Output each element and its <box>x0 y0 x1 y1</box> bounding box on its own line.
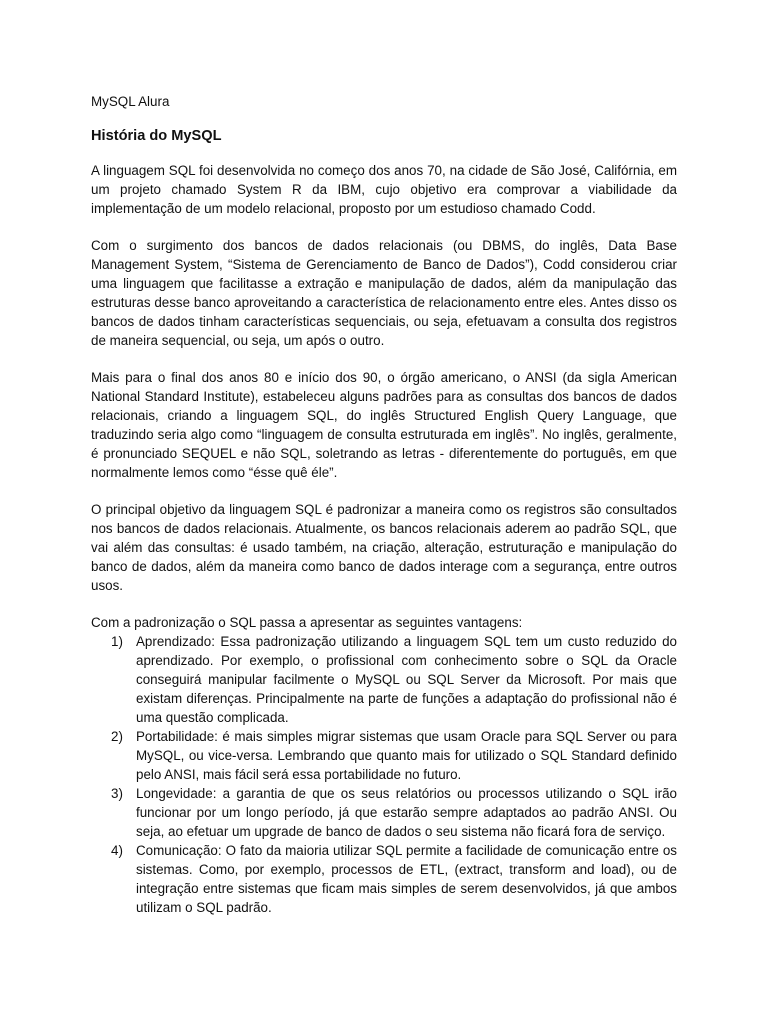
document-page <box>91 92 677 917</box>
advantage-number: 2) <box>111 729 123 744</box>
advantage-item <box>91 784 677 841</box>
paragraph-sql-objective: O principal objetivo da linguagem SQL é padronizar a maneira como os registros são consultados nos bancos de dados relacionais. Atualmente, os bancos relacionais aderem ao padrão SQL, que vai além das consultas: é usado também, na criação, alteração, estruturação e manipulação do banco de dados, além da maneira como banco de dados interage com a segurança, entre outros usos. <box>91 502 677 593</box>
advantage-text: Portabilidade: é mais simples migrar sistemas que usam Oracle para SQL Server ou para MySQL, ou vice-versa. Lembrando que quanto mais for utilizado o SQL Standard definido pelo ANSI, mais fácil será essa portabilidade no futuro. <box>136 729 677 782</box>
advantage-number: 1) <box>111 634 123 649</box>
advantage-text: Aprendizado: Essa padronização utilizando a linguagem SQL tem um custo reduzido do aprendizado. Por exemplo, o profissional com conhecimento sobre o SQL da Oracle conseguirá manipular facilmente o MySQL ou SQL Server da Microsoft. Por mais que existam diferenças. Principalmente na parte de funções a adaptação do profissional não é uma questão complicada. <box>136 634 677 725</box>
advantage-text: Longevidade: a garantia de que os seus relatórios ou processos utilizando o SQL irão funcionar por um longo período, já que estarão sempre adaptados ao padrão ANSI. Ou seja, ao efetuar um upgrade de banco de dados o seu sistema não ficará fora de serviço. <box>136 786 677 839</box>
document-title: História do MySQL <box>91 128 222 144</box>
advantage-item <box>91 632 677 727</box>
advantage-number: 3) <box>111 786 123 801</box>
paragraph-origin: A linguagem SQL foi desenvolvida no começo dos anos 70, na cidade de São José, Califórnia, em um projeto chamado System R da IBM, cujo objetivo era comprovar a viabilidade da implementação de um modelo relacional, proposto por um estudioso chamado Codd. <box>91 163 677 216</box>
paragraph-ansi-standard: Mais para o final dos anos 80 e início dos 90, o órgão americano, o ANSI (da sigla American National Standard Institute), estabeleceu alguns padrões para as consultas dos bancos de dados relacionais, criando a linguagem SQL, do inglês Structured English Query Language, que traduzindo seria algo como “linguagem de consulta estruturada em inglês”. No inglês, geralmente, é pronunciado SEQUEL e não SQL, soletrando as letras - diferentemente do português, em que normalmente lemos como “ésse quê éle”. <box>91 370 677 480</box>
advantage-text: Comunicação: O fato da maioria utilizar SQL permite a facilidade de comunicação entre os sistemas. Como, por exemplo, processos de ETL, (extract, transform and load), ou de integração entre sistemas que ficam mais simples de serem desenvolvidos, já que ambos utilizam o SQL padrão. <box>136 843 677 915</box>
document-header: MySQL Alura <box>91 94 170 109</box>
paragraph-relational-databases: Com o surgimento dos bancos de dados relacionais (ou DBMS, do inglês, Data Base Management System, “Sistema de Gerenciamento de Banco de Dados”), Codd considerou criar uma linguagem que facilitasse a extração e manipulação de dados, além da manipulação das estruturas desse banco aproveitando a característica de relacionamento entre eles. Antes disso os bancos de dados tinham características sequenciais, ou seja, efetuavam a consulta dos registros de maneira sequencial, ou seja, um após o outro. <box>91 238 677 348</box>
advantage-item <box>91 841 677 917</box>
advantages-intro: Com a padronização o SQL passa a apresentar as seguintes vantagens: <box>91 615 523 630</box>
advantage-item <box>91 727 677 784</box>
advantage-number: 4) <box>111 843 123 858</box>
advantages-list <box>91 632 677 917</box>
